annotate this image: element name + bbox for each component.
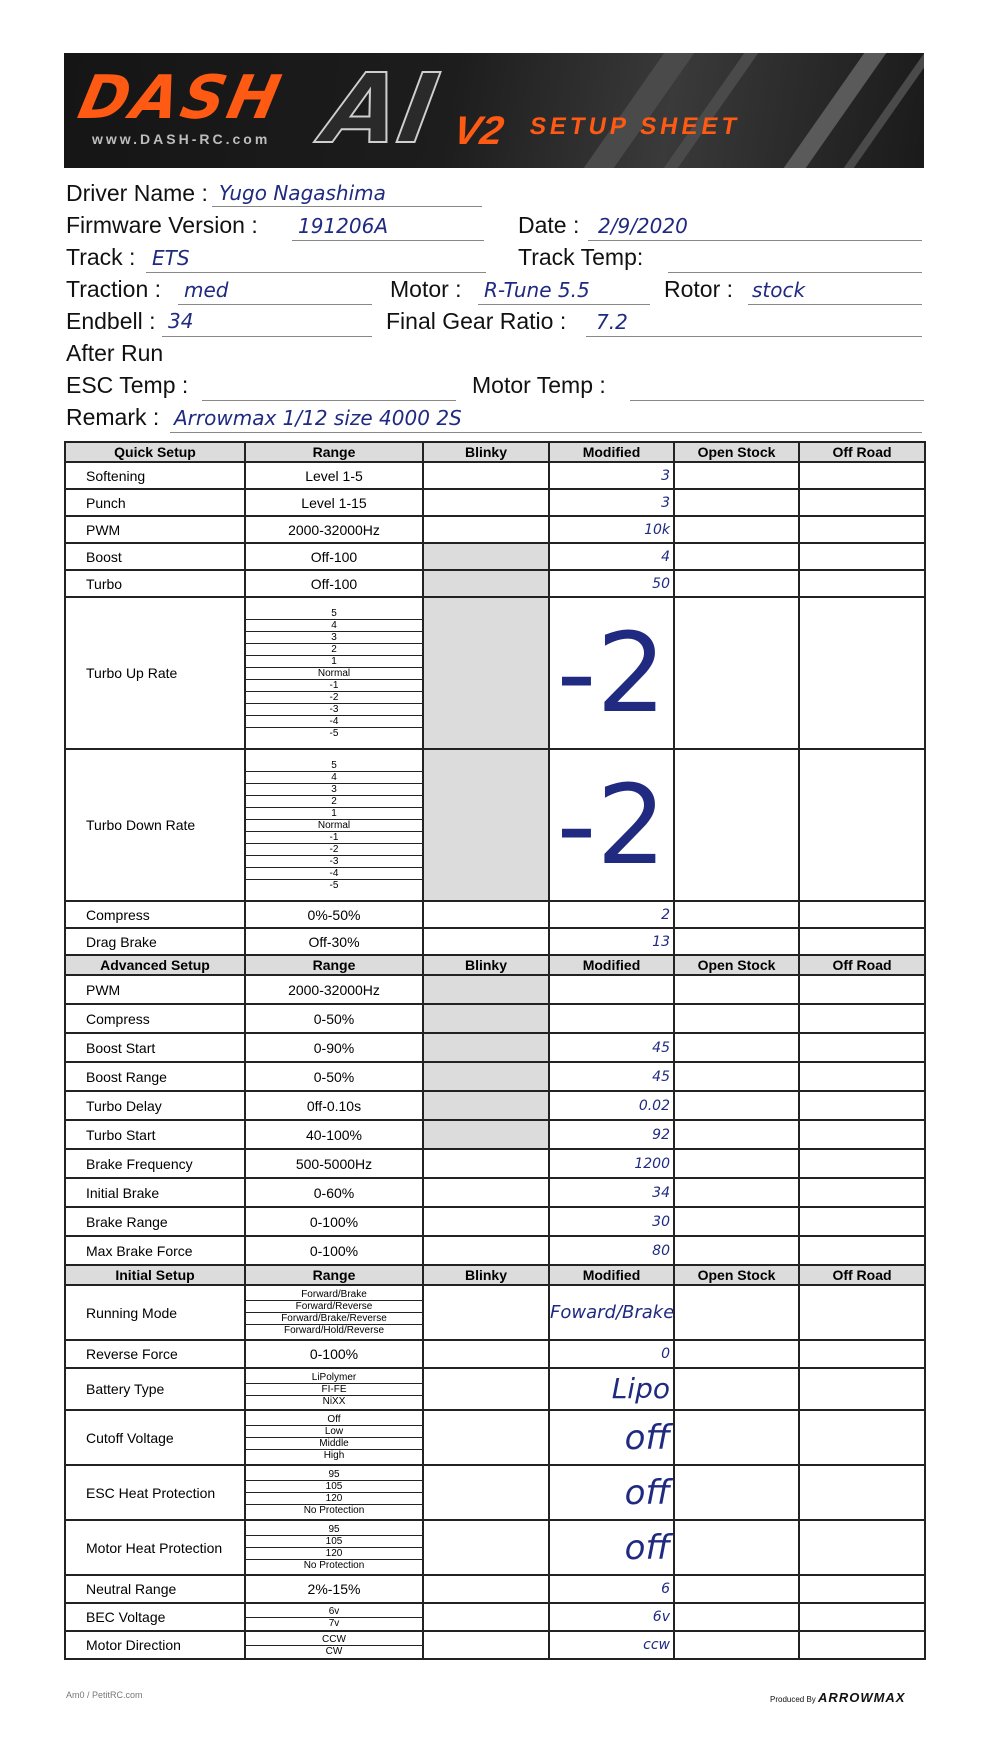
- setting-name: Max Brake Force: [65, 1236, 245, 1265]
- section-header-quick: [65, 442, 925, 462]
- table-row: [65, 749, 925, 901]
- open-stock-cell: [674, 1178, 799, 1207]
- blinky-cell: [423, 1178, 549, 1207]
- blinky-cell: [423, 1603, 549, 1631]
- table-row: [65, 928, 925, 955]
- range-option: 120: [246, 1493, 422, 1505]
- section-header-initial: [65, 1265, 925, 1285]
- open-stock-cell: [674, 1285, 799, 1340]
- range-option: 4: [246, 772, 422, 784]
- setting-name: Brake Range: [65, 1207, 245, 1236]
- range-value: Off-100: [245, 543, 423, 570]
- open-stock-cell: [674, 749, 799, 901]
- range-value: 0-50%: [245, 1062, 423, 1091]
- open-stock-cell: [674, 570, 799, 597]
- range-option: -3: [246, 856, 422, 868]
- range-option: CCW: [246, 1634, 422, 1646]
- setup-table: [64, 441, 926, 1660]
- range-option: -2: [246, 844, 422, 856]
- range-option: -5: [329, 727, 339, 739]
- open-stock-cell: [674, 1368, 799, 1410]
- table-row: [65, 901, 925, 928]
- modified-value: -2: [549, 749, 674, 901]
- table-row: [65, 1033, 925, 1062]
- table-row: [65, 1178, 925, 1207]
- modified-value: off: [549, 1410, 674, 1465]
- setting-name: Turbo Up Rate: [65, 597, 245, 749]
- range-options: [245, 1410, 423, 1465]
- table-row: [65, 489, 925, 516]
- column-header-range: Range: [245, 955, 423, 975]
- traction-field: Traction : med: [66, 276, 161, 303]
- modified-value: 4: [549, 543, 674, 570]
- range-option: -1: [246, 832, 422, 844]
- table-row: [65, 1004, 925, 1033]
- off-road-cell: [799, 749, 925, 901]
- range-option: NiXX: [322, 1395, 346, 1407]
- blinky-cell: [423, 1465, 549, 1520]
- range-value: 0-60%: [245, 1178, 423, 1207]
- range-option: 95: [246, 1469, 422, 1481]
- range-value: 0-100%: [245, 1207, 423, 1236]
- range-option: CW: [325, 1645, 343, 1657]
- off-road-cell: [799, 1575, 925, 1603]
- off-road-cell: [799, 975, 925, 1004]
- range-option: Forward/Brake: [246, 1289, 422, 1301]
- setting-name: Brake Frequency: [65, 1149, 245, 1178]
- range-option: No Protection: [303, 1505, 365, 1516]
- remark-field: Remark : Arrowmax 1/12 size 4000 2S: [66, 404, 159, 431]
- setting-name: Drag Brake: [65, 928, 245, 955]
- ai-logo: AI: [316, 53, 446, 165]
- blinky-cell: [423, 749, 549, 901]
- track-value: ETS: [152, 246, 190, 270]
- range-option: -1: [246, 680, 422, 692]
- setting-name: Compress: [65, 901, 245, 928]
- column-header-blinky: Blinky: [423, 1265, 549, 1285]
- blinky-cell: [423, 901, 549, 928]
- off-road-cell: [799, 1178, 925, 1207]
- rotor-value: stock: [752, 278, 806, 302]
- range-value: 2000-32000Hz: [245, 516, 423, 543]
- open-stock-cell: [674, 1207, 799, 1236]
- modified-value: 3: [549, 462, 674, 489]
- blinky-cell: [423, 543, 549, 570]
- off-road-cell: [799, 1368, 925, 1410]
- date-value: 2/9/2020: [598, 214, 688, 238]
- table-row: [65, 1207, 925, 1236]
- range-option: 1: [246, 656, 422, 668]
- blinky-cell: [423, 1004, 549, 1033]
- setting-name: Turbo: [65, 570, 245, 597]
- column-header-blinky: Blinky: [423, 442, 549, 462]
- modified-value: 0: [549, 1340, 674, 1368]
- open-stock-cell: [674, 1603, 799, 1631]
- range-option: 5: [246, 608, 422, 620]
- open-stock-cell: [674, 516, 799, 543]
- table-row: [65, 1285, 925, 1340]
- off-road-cell: [799, 928, 925, 955]
- setting-name: Turbo Delay: [65, 1091, 245, 1120]
- modified-value: off: [549, 1520, 674, 1575]
- range-option: 120: [246, 1548, 422, 1560]
- off-road-cell: [799, 1285, 925, 1340]
- modified-value: Foward/Brake: [549, 1285, 674, 1340]
- firmware-field: Firmware Version : 191206A: [66, 212, 258, 239]
- setting-name: PWM: [65, 975, 245, 1004]
- table-row: [65, 1520, 925, 1575]
- blinky-cell: [423, 1410, 549, 1465]
- off-road-cell: [799, 1410, 925, 1465]
- sheet-title: SETUP SHEET: [527, 113, 743, 140]
- range-option: 4: [246, 620, 422, 632]
- range-option: Off: [246, 1414, 422, 1426]
- table-row: [65, 462, 925, 489]
- modified-value: 30: [549, 1207, 674, 1236]
- modified-value: 2: [549, 901, 674, 928]
- off-road-cell: [799, 543, 925, 570]
- range-option: 6v: [246, 1606, 422, 1618]
- modified-value: 45: [549, 1033, 674, 1062]
- setting-name: Turbo Start: [65, 1120, 245, 1149]
- modified-value: 92: [549, 1120, 674, 1149]
- range-option: Low: [246, 1426, 422, 1438]
- motor-value: R-Tune 5.5: [484, 278, 590, 302]
- setting-name: BEC Voltage: [65, 1603, 245, 1631]
- range-option: Normal: [246, 820, 422, 832]
- off-road-cell: [799, 489, 925, 516]
- table-row: [65, 516, 925, 543]
- range-value: 0%-50%: [245, 901, 423, 928]
- open-stock-cell: [674, 1033, 799, 1062]
- setting-name: Running Mode: [65, 1285, 245, 1340]
- open-stock-cell: [674, 1465, 799, 1520]
- setting-name: PWM: [65, 516, 245, 543]
- blinky-cell: [423, 462, 549, 489]
- range-value: Level 1-5: [245, 462, 423, 489]
- off-road-cell: [799, 1465, 925, 1520]
- open-stock-cell: [674, 1004, 799, 1033]
- setting-name: Initial Brake: [65, 1178, 245, 1207]
- footer-credit: Am0 / PetitRC.com: [66, 1690, 143, 1700]
- version-label: V2: [450, 109, 507, 153]
- modified-value: off: [549, 1465, 674, 1520]
- header-banner: [64, 53, 924, 168]
- table-row: [65, 1340, 925, 1368]
- off-road-cell: [799, 1091, 925, 1120]
- setting-name: Motor Direction: [65, 1631, 245, 1659]
- endbell-value: 34: [168, 309, 194, 333]
- range-option: 2: [246, 796, 422, 808]
- open-stock-cell: [674, 543, 799, 570]
- setting-name: Neutral Range: [65, 1575, 245, 1603]
- range-options: [245, 1520, 423, 1575]
- range-option: Forward/Hold/Reverse: [283, 1325, 385, 1336]
- blinky-cell: [423, 516, 549, 543]
- range-options: [245, 1631, 423, 1659]
- off-road-cell: [799, 1033, 925, 1062]
- setting-name: Motor Heat Protection: [65, 1520, 245, 1575]
- website-url: www.DASH-RC.com: [92, 131, 271, 147]
- setting-name: Turbo Down Rate: [65, 749, 245, 901]
- modified-value: 6: [549, 1575, 674, 1603]
- blinky-cell: [423, 597, 549, 749]
- open-stock-cell: [674, 1520, 799, 1575]
- range-value: Level 1-15: [245, 489, 423, 516]
- modified-value: 45: [549, 1062, 674, 1091]
- open-stock-cell: [674, 1575, 799, 1603]
- setting-name: Boost: [65, 543, 245, 570]
- table-row: [65, 597, 925, 749]
- final-gear-value: 7.2: [596, 310, 628, 334]
- column-header-open-stock: Open Stock: [674, 1265, 799, 1285]
- setting-name: Boost Start: [65, 1033, 245, 1062]
- blinky-cell: [423, 1285, 549, 1340]
- column-header-modified: Modified: [549, 1265, 674, 1285]
- off-road-cell: [799, 570, 925, 597]
- open-stock-cell: [674, 597, 799, 749]
- range-value: 0-100%: [245, 1236, 423, 1265]
- modified-value: 13: [549, 928, 674, 955]
- table-row: [65, 1603, 925, 1631]
- driver-name-value: Yugo Nagashima: [219, 181, 386, 205]
- open-stock-cell: [674, 1120, 799, 1149]
- blinky-cell: [423, 1091, 549, 1120]
- modified-value: 34: [549, 1178, 674, 1207]
- after-run-label: After Run: [66, 340, 164, 366]
- range-option: FI-FE: [246, 1384, 422, 1396]
- rotor-field: Rotor : stock: [664, 276, 733, 303]
- range-options: [245, 1368, 423, 1410]
- off-road-cell: [799, 516, 925, 543]
- modified-value: 10k: [549, 516, 674, 543]
- range-value: 40-100%: [245, 1120, 423, 1149]
- table-row: [65, 1575, 925, 1603]
- range-options: [245, 1603, 423, 1631]
- blinky-cell: [423, 1236, 549, 1265]
- off-road-cell: [799, 1062, 925, 1091]
- range-option: 3: [246, 784, 422, 796]
- blinky-cell: [423, 489, 549, 516]
- section-title: Quick Setup: [65, 442, 245, 462]
- range-option: 105: [246, 1481, 422, 1493]
- column-header-range: Range: [245, 442, 423, 462]
- table-row: [65, 1236, 925, 1265]
- column-header-open-stock: Open Stock: [674, 955, 799, 975]
- open-stock-cell: [674, 901, 799, 928]
- modified-value: [549, 975, 674, 1004]
- blinky-cell: [423, 570, 549, 597]
- range-options: [245, 749, 423, 901]
- range-option: 7v: [328, 1617, 340, 1629]
- table-row: [65, 1368, 925, 1410]
- blinky-cell: [423, 1520, 549, 1575]
- track-field: Track : ETS: [66, 244, 135, 271]
- range-option: -5: [329, 879, 339, 891]
- off-road-cell: [799, 1520, 925, 1575]
- range-option: -4: [246, 868, 422, 880]
- modified-value: -2: [549, 597, 674, 749]
- range-value: Off-100: [245, 570, 423, 597]
- driver-name-field: Driver Name : Yugo Nagashima: [66, 180, 208, 207]
- off-road-cell: [799, 901, 925, 928]
- blinky-cell: [423, 1207, 549, 1236]
- range-option: Forward/Brake/Reverse: [246, 1313, 422, 1325]
- column-header-blinky: Blinky: [423, 955, 549, 975]
- open-stock-cell: [674, 1062, 799, 1091]
- setting-name: Cutoff Voltage: [65, 1410, 245, 1465]
- arrowmax-logo: ARROWMAX: [818, 1690, 906, 1705]
- final-gear-field: Final Gear Ratio : 7.2: [386, 308, 566, 335]
- setting-name: Softening: [65, 462, 245, 489]
- off-road-cell: [799, 1120, 925, 1149]
- range-value: 0-50%: [245, 1004, 423, 1033]
- range-value: 0ff-0.10s: [245, 1091, 423, 1120]
- modified-value: 50: [549, 570, 674, 597]
- setting-name: Reverse Force: [65, 1340, 245, 1368]
- open-stock-cell: [674, 1340, 799, 1368]
- blinky-cell: [423, 1368, 549, 1410]
- range-option: Normal: [246, 668, 422, 680]
- setting-name: Boost Range: [65, 1062, 245, 1091]
- blinky-cell: [423, 975, 549, 1004]
- range-value: 0-100%: [245, 1340, 423, 1368]
- range-option: Forward/Reverse: [246, 1301, 422, 1313]
- range-value: 2%-15%: [245, 1575, 423, 1603]
- section-title: Advanced Setup: [65, 955, 245, 975]
- modified-value: 0.02: [549, 1091, 674, 1120]
- range-option: -3: [246, 704, 422, 716]
- open-stock-cell: [674, 1410, 799, 1465]
- section-title: Initial Setup: [65, 1265, 245, 1285]
- range-option: 105: [246, 1536, 422, 1548]
- table-row: [65, 543, 925, 570]
- range-option: 1: [246, 808, 422, 820]
- setting-name: Compress: [65, 1004, 245, 1033]
- open-stock-cell: [674, 489, 799, 516]
- range-option: 2: [246, 644, 422, 656]
- modified-value: 1200: [549, 1149, 674, 1178]
- table-row: [65, 975, 925, 1004]
- off-road-cell: [799, 1603, 925, 1631]
- open-stock-cell: [674, 1149, 799, 1178]
- traction-value: med: [184, 278, 229, 302]
- track-temp-field: Track Temp:: [518, 244, 643, 271]
- range-option: High: [323, 1450, 345, 1461]
- blinky-cell: [423, 1062, 549, 1091]
- off-road-cell: [799, 1631, 925, 1659]
- blinky-cell: [423, 1149, 549, 1178]
- table-row: [65, 1631, 925, 1659]
- setting-name: Punch: [65, 489, 245, 516]
- range-value: 2000-32000Hz: [245, 975, 423, 1004]
- range-value: 500-5000Hz: [245, 1149, 423, 1178]
- modified-value: ccw: [549, 1631, 674, 1659]
- section-header-advanced: [65, 955, 925, 975]
- off-road-cell: [799, 1236, 925, 1265]
- table-row: [65, 1465, 925, 1520]
- column-header-off-road: Off Road: [799, 955, 925, 975]
- blinky-cell: [423, 1120, 549, 1149]
- off-road-cell: [799, 597, 925, 749]
- column-header-off-road: Off Road: [799, 1265, 925, 1285]
- motor-field: Motor : R-Tune 5.5: [390, 276, 462, 303]
- motor-temp-field: Motor Temp :: [472, 372, 606, 399]
- range-value: Off-30%: [245, 928, 423, 955]
- range-options: [245, 597, 423, 749]
- modified-value: 3: [549, 489, 674, 516]
- open-stock-cell: [674, 1631, 799, 1659]
- column-header-modified: Modified: [549, 955, 674, 975]
- esc-temp-field: ESC Temp :: [66, 372, 188, 399]
- column-header-modified: Modified: [549, 442, 674, 462]
- table-row: [65, 1062, 925, 1091]
- setting-name: ESC Heat Protection: [65, 1465, 245, 1520]
- footer-produced-by: Produced By ARROWMAX: [770, 1690, 906, 1705]
- open-stock-cell: [674, 975, 799, 1004]
- range-option: 95: [246, 1524, 422, 1536]
- table-row: [65, 1149, 925, 1178]
- remark-value: Arrowmax 1/12 size 4000 2S: [174, 406, 462, 430]
- open-stock-cell: [674, 1091, 799, 1120]
- off-road-cell: [799, 1340, 925, 1368]
- modified-value: [549, 1004, 674, 1033]
- range-value: 0-90%: [245, 1033, 423, 1062]
- range-option: No Protection: [303, 1560, 365, 1571]
- modified-value: 80: [549, 1236, 674, 1265]
- range-options: [245, 1285, 423, 1340]
- modified-value: Lipo: [549, 1368, 674, 1410]
- range-option: LiPolymer: [246, 1372, 422, 1384]
- table-row: [65, 1091, 925, 1120]
- off-road-cell: [799, 1149, 925, 1178]
- dash-logo: DASH: [72, 63, 290, 133]
- range-option: 5: [246, 760, 422, 772]
- table-row: [65, 570, 925, 597]
- date-field: Date : 2/9/2020: [518, 212, 579, 239]
- firmware-value: 191206A: [298, 214, 389, 238]
- range-option: -2: [246, 692, 422, 704]
- modified-value: 6v: [549, 1603, 674, 1631]
- range-option: 3: [246, 632, 422, 644]
- column-header-range: Range: [245, 1265, 423, 1285]
- blinky-cell: [423, 1631, 549, 1659]
- table-row: [65, 1410, 925, 1465]
- blinky-cell: [423, 1033, 549, 1062]
- off-road-cell: [799, 1004, 925, 1033]
- range-option: -4: [246, 716, 422, 728]
- blinky-cell: [423, 1575, 549, 1603]
- open-stock-cell: [674, 928, 799, 955]
- range-options: [245, 1465, 423, 1520]
- open-stock-cell: [674, 1236, 799, 1265]
- open-stock-cell: [674, 462, 799, 489]
- off-road-cell: [799, 462, 925, 489]
- setting-name: Battery Type: [65, 1368, 245, 1410]
- blinky-cell: [423, 1340, 549, 1368]
- column-header-open-stock: Open Stock: [674, 442, 799, 462]
- off-road-cell: [799, 1207, 925, 1236]
- table-row: [65, 1120, 925, 1149]
- range-option: Middle: [246, 1438, 422, 1450]
- blinky-cell: [423, 928, 549, 955]
- column-header-off-road: Off Road: [799, 442, 925, 462]
- endbell-field: Endbell : 34: [66, 308, 156, 335]
